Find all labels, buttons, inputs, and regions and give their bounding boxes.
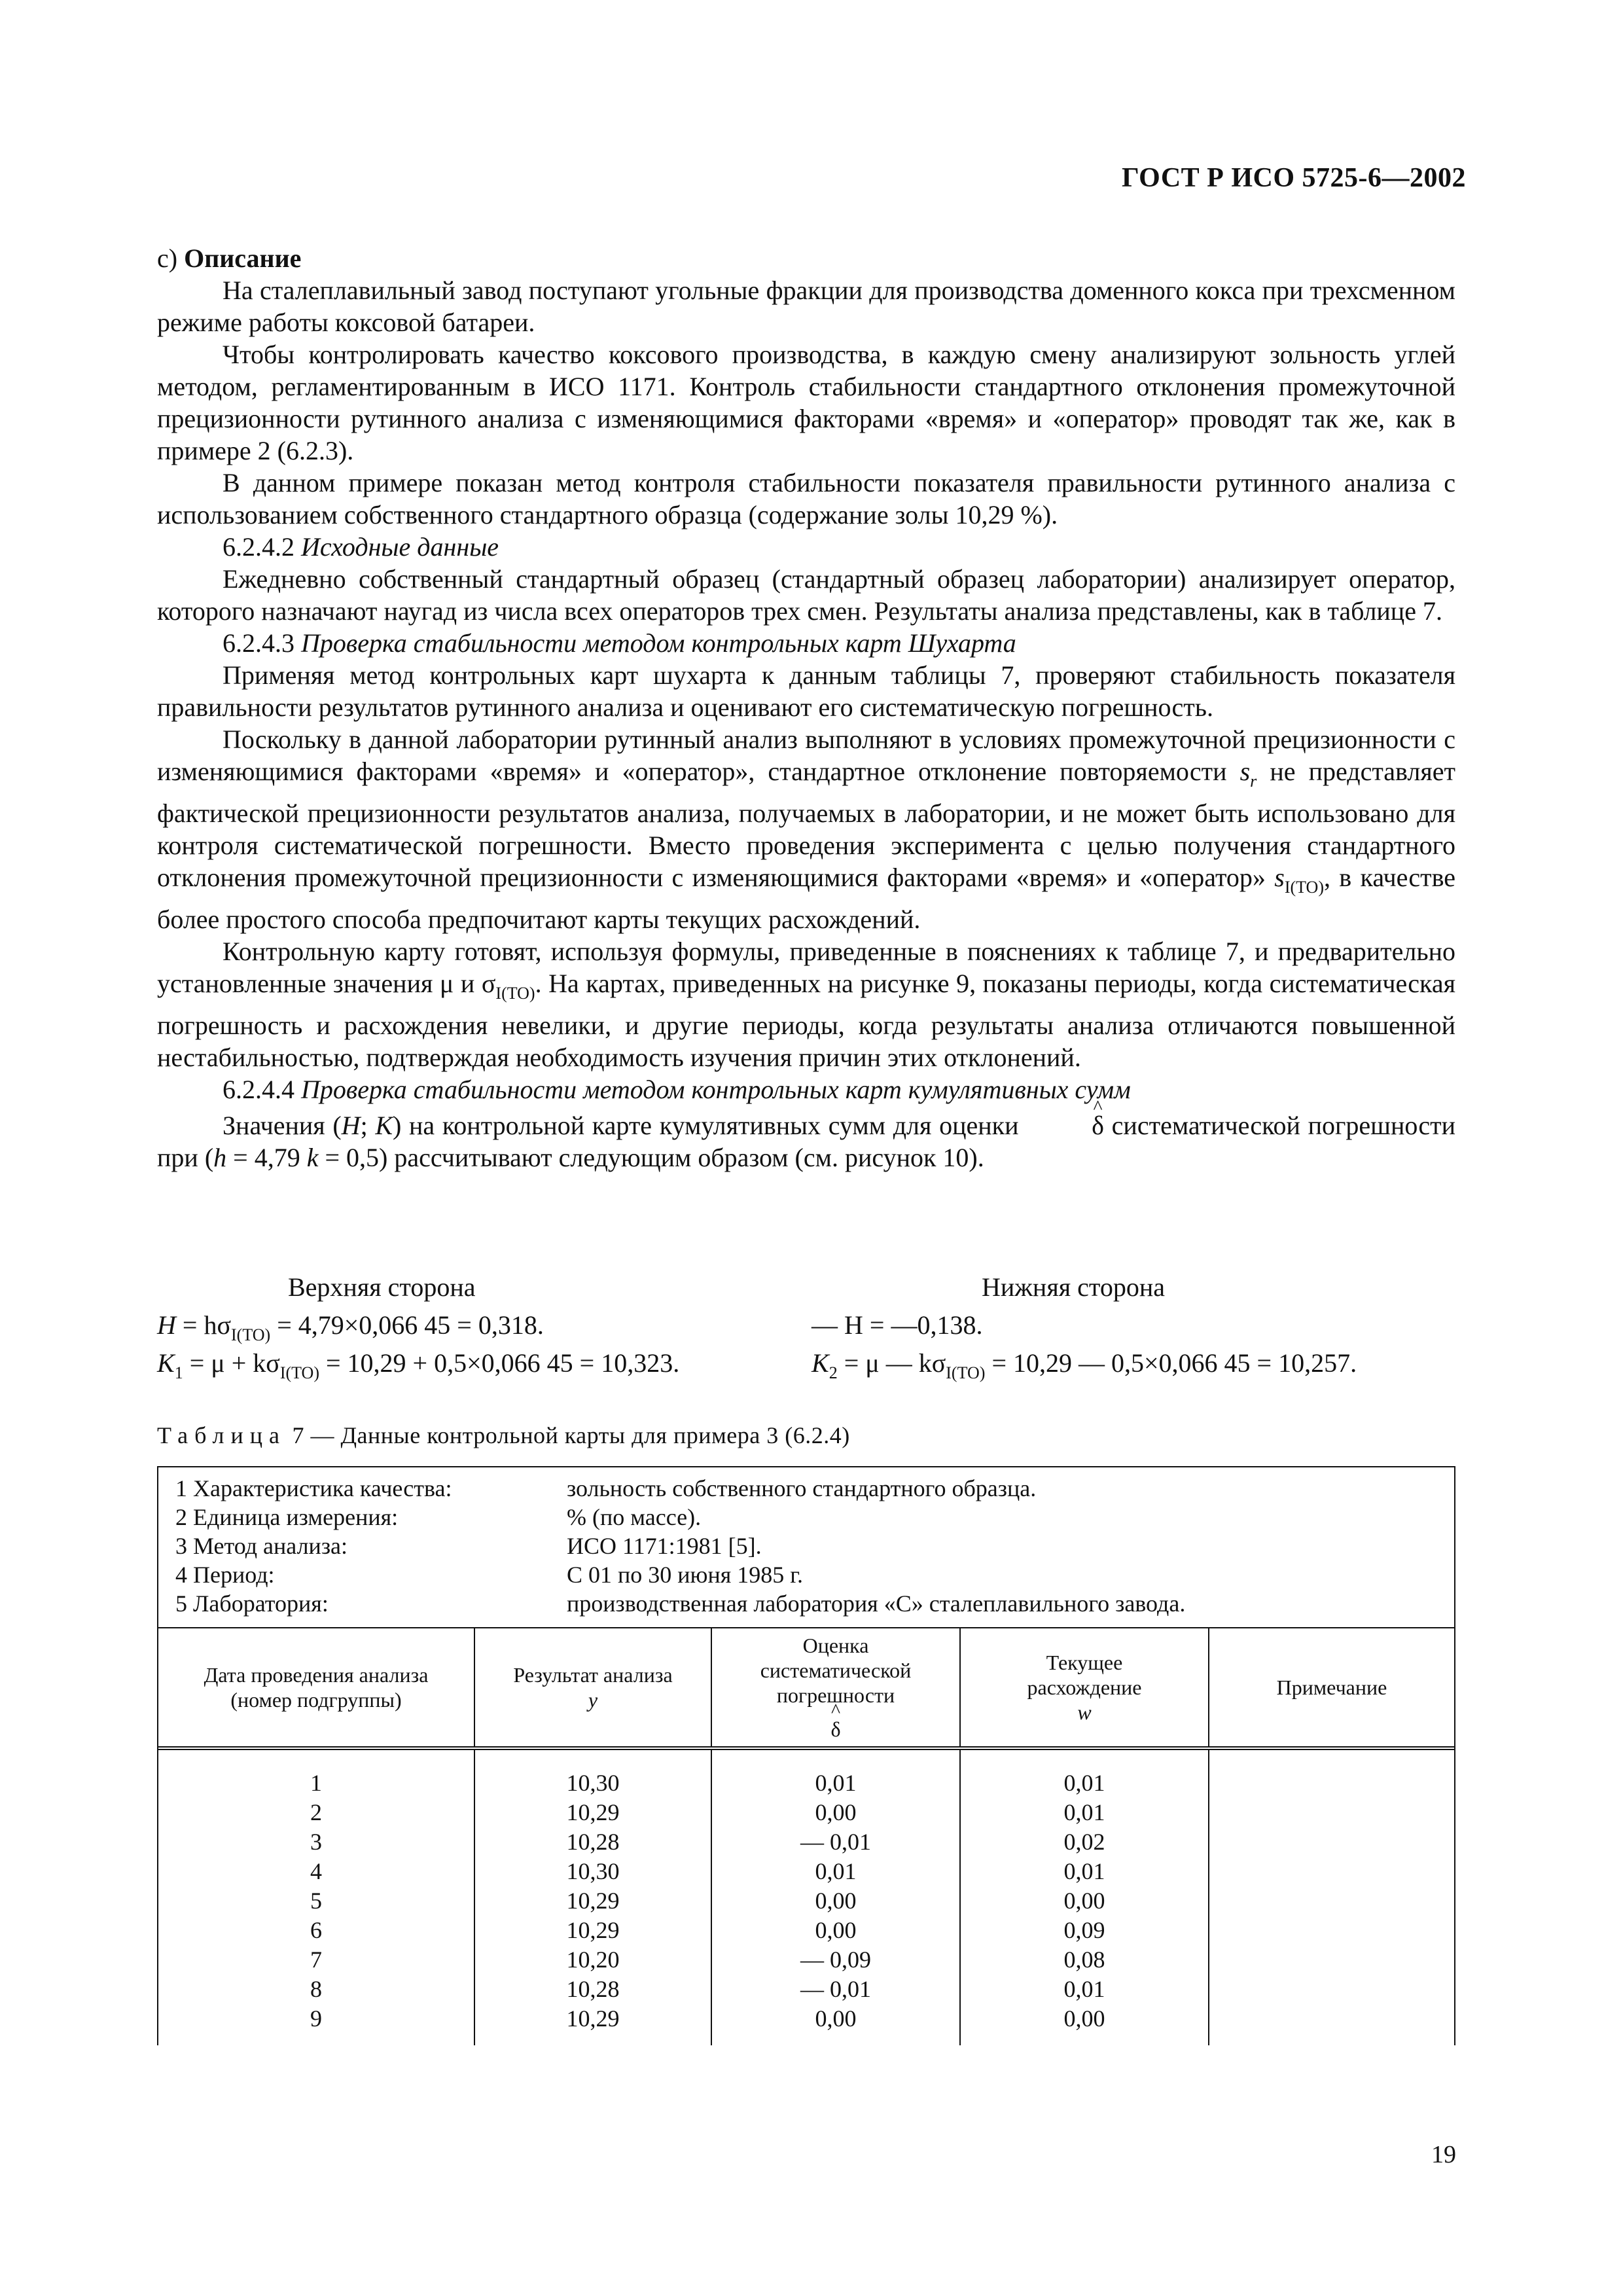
meta-row: 2 Единица измерения: % (по массе). <box>175 1504 702 1530</box>
table-cell: 0,01 <box>815 1858 857 1884</box>
table-cell: 0,01 <box>1063 1770 1105 1796</box>
column-note <box>1209 1750 1454 2045</box>
formula-h-row <box>157 1306 1455 1344</box>
upper-k-formula: $K_1 = \mu + k\sigma_{I(TO)} = 10,29 + 0,5\times 0,066$ 45 = 10,323. <box>157 1348 680 1382</box>
table-cell: 0,00 <box>815 1888 857 1914</box>
paragraph: Значения (H; K) на контрольной карте кумулятивных сумм для оценки ^ δ систематической погрешности при (h = 4,79 k = 0,5) рассчитывают следующим образом (см. рисунок 10). <box>157 1109 1455 1174</box>
table-header <box>158 1628 1454 1750</box>
table-cell: 0,08 <box>1063 1946 1105 1973</box>
table-cell: 9 <box>310 2005 322 2032</box>
table-cell: 0,01 <box>1063 1976 1105 2002</box>
table-cell: 6 <box>310 1917 322 1943</box>
table-cell: 3 <box>310 1829 322 1855</box>
paragraph: Применяя метод контрольных карт шухарта к данным таблицы 7, проверяют стабильность показателя правильности результатов рутинного анализа и оценивают его систематическую погрешность. <box>157 660 1455 722</box>
column-header-moving-range: Текущее расхождение w <box>961 1628 1209 1746</box>
table-meta <box>158 1467 1454 1628</box>
meta-row: 4 Период: С 01 по 30 июня 1985 г. <box>175 1562 803 1588</box>
table-cell: — 0,01 <box>800 1829 871 1855</box>
table-cell: 7 <box>310 1946 322 1973</box>
paragraph: Поскольку в данной лаборатории рутинный анализ выполняют в условиях промежуточной прецизионности с изменяющимися факторами «время» и «оператор», стандартное отклонение повторяемости $s_r$ не представляет фактической прецизионности результатов анализа, получаемых в лаборатории, и не может быть использовано для контроля систематической погрешности. Вместо проведения эксперимента с целью получения стандартного отклонения промежуточной прецизионности с изменяющимися факторами «время» и «оператор» $s_{I(TO)}$, в качестве более простого способа предпочитают карты текущих расхождений. <box>157 725 1455 934</box>
table-cell: 0,00 <box>815 2005 857 2032</box>
section-heading-6-2-4-4: 6.2.4.4 Проверка стабильности методом контрольных карт кумулятивных сумм <box>223 1075 1131 1104</box>
table-cell: 10,30 <box>566 1858 620 1884</box>
table-cell: 4 <box>310 1858 322 1884</box>
table-caption: Таблица 7 — Данные контрольной карты для примера 3 (6.2.4) <box>157 1422 850 1448</box>
paragraph: В данном примере показан метод контроля стабильности показателя правильности рутинного анализа с использованием собственного стандартного образца (содержание золы 10,29 %). <box>157 468 1455 529</box>
column-header-bias-estimate: Оценка систематической погрешности ^ δ <box>712 1628 961 1746</box>
column-header-note: Примечание <box>1276 1676 1387 1699</box>
table-cell: 0,01 <box>1063 1858 1105 1884</box>
table-cell: — 0,01 <box>800 1976 871 2002</box>
table-cell: 10,29 <box>566 2005 620 2032</box>
column-header-result: Результат анализа y <box>475 1628 712 1746</box>
lower-h-formula: — H = —0,138. <box>812 1310 983 1340</box>
table-body <box>158 1750 1454 2045</box>
paragraph: На сталеплавильный завод поступают угольные фракции для производства доменного кокса при трехсменном режиме работы коксовой батареи. <box>157 276 1455 337</box>
column-subgroup <box>158 1750 475 2045</box>
column-bias-estimate <box>712 1750 961 2045</box>
table-cell: 2 <box>310 1799 322 1825</box>
table-cell: 1 <box>310 1770 322 1796</box>
column-moving-range <box>961 1750 1209 2045</box>
table-cell: 10,30 <box>566 1770 620 1796</box>
table-cell: 10,29 <box>566 1799 620 1825</box>
table-cell: 0,02 <box>1063 1829 1105 1855</box>
table-cell: 0,01 <box>1063 1799 1105 1825</box>
table-cell: 0,00 <box>1063 2005 1105 2032</box>
table-cell: 10,29 <box>566 1888 620 1914</box>
table-cell: 5 <box>310 1888 322 1914</box>
control-chart-table <box>157 1466 1455 2045</box>
table-cell: 0,09 <box>1063 1917 1105 1943</box>
formula-k-row <box>157 1344 1455 1382</box>
upper-side-label: Верхняя сторона <box>288 1272 476 1302</box>
table-cell: 10,28 <box>566 1829 620 1855</box>
table-cell: 10,28 <box>566 1976 620 2002</box>
table-cell: 0,00 <box>1063 1888 1105 1914</box>
table-cell: 0,00 <box>815 1917 857 1943</box>
body-text <box>157 242 1455 1174</box>
item-c-heading: с) Описание <box>157 243 302 273</box>
table-cell: 8 <box>310 1976 322 2002</box>
section-heading-6-2-4-2: 6.2.4.2 Исходные данные <box>223 532 499 562</box>
column-header-date: Дата проведения анализа (номер подгруппы) <box>158 1628 475 1746</box>
meta-row: 1 Характеристика качества: зольность собственного стандартного образца. <box>175 1475 1037 1501</box>
meta-row: 5 Лаборатория: производственная лаборатория «С» сталеплавильного завода. <box>175 1590 1186 1617</box>
table-cell: 0,01 <box>815 1770 857 1796</box>
paragraph: Чтобы контролировать качество коксового производства, в каждую смену анализируют зольность углей методом, регламентированным в ИСО 1171. Контроль стабильности стандартного отклонения промежуточной прецизионности рутинного анализа с изменяющимися факторами «время» и «оператор» проводят так же, как в примере 2 (6.2.3). <box>157 340 1455 465</box>
standard-header: ГОСТ Р ИСО 5725-6—2002 <box>1121 163 1466 193</box>
page-number: 19 <box>1431 2141 1456 2168</box>
formula-labels <box>157 1268 1455 1306</box>
column-result <box>475 1750 712 2045</box>
meta-row: 3 Метод анализа: ИСО 1171:1981 [5]. <box>175 1533 762 1559</box>
table-cell: 10,20 <box>566 1946 620 1973</box>
table-cell: — 0,09 <box>800 1946 871 1973</box>
cusum-formulas <box>157 1268 1455 1382</box>
item-c-title: Описание <box>184 243 302 273</box>
delta-hat-symbol: ^ δ <box>1026 1109 1104 1141</box>
table-cell: 0,00 <box>815 1799 857 1825</box>
lower-k-formula: $K_2 = \mu$ — $k\sigma_{I(TO)} = 10,29$ — 0,5×0,066 45 = 10,257. <box>812 1348 1357 1382</box>
paragraph: Контрольную карту готовят, используя формулы, приведенные в пояснениях к таблице 7, и предварительно установленные значения μ и $\sigma_{I(TO)}$. На картах, приведенных на рисунке 9, показаны периоды, когда систематическая погрешность и расхождения невелики, и другие периоды, когда результаты анализа отличаются повышенной нестабильностью, подтверждая необходимость изучения причин этих отклонений. <box>157 937 1455 1072</box>
upper-h-formula: $H = h\sigma_{I(TO)} = 4,79\times 0,066$ 45 = 0,318. <box>157 1310 544 1344</box>
paragraph: Ежедневно собственный стандартный образец (стандартный образец лаборатории) анализирует оператор, которого назначают наугад из числа всех операторов трех смен. Результаты анализа представлены, как в таблице 7. <box>157 564 1455 626</box>
table-cell: 10,29 <box>566 1917 620 1943</box>
lower-side-label: Нижняя сторона <box>982 1272 1165 1302</box>
section-heading-6-2-4-3: 6.2.4.3 Проверка стабильности методом контрольных карт Шухарта <box>223 628 1016 658</box>
